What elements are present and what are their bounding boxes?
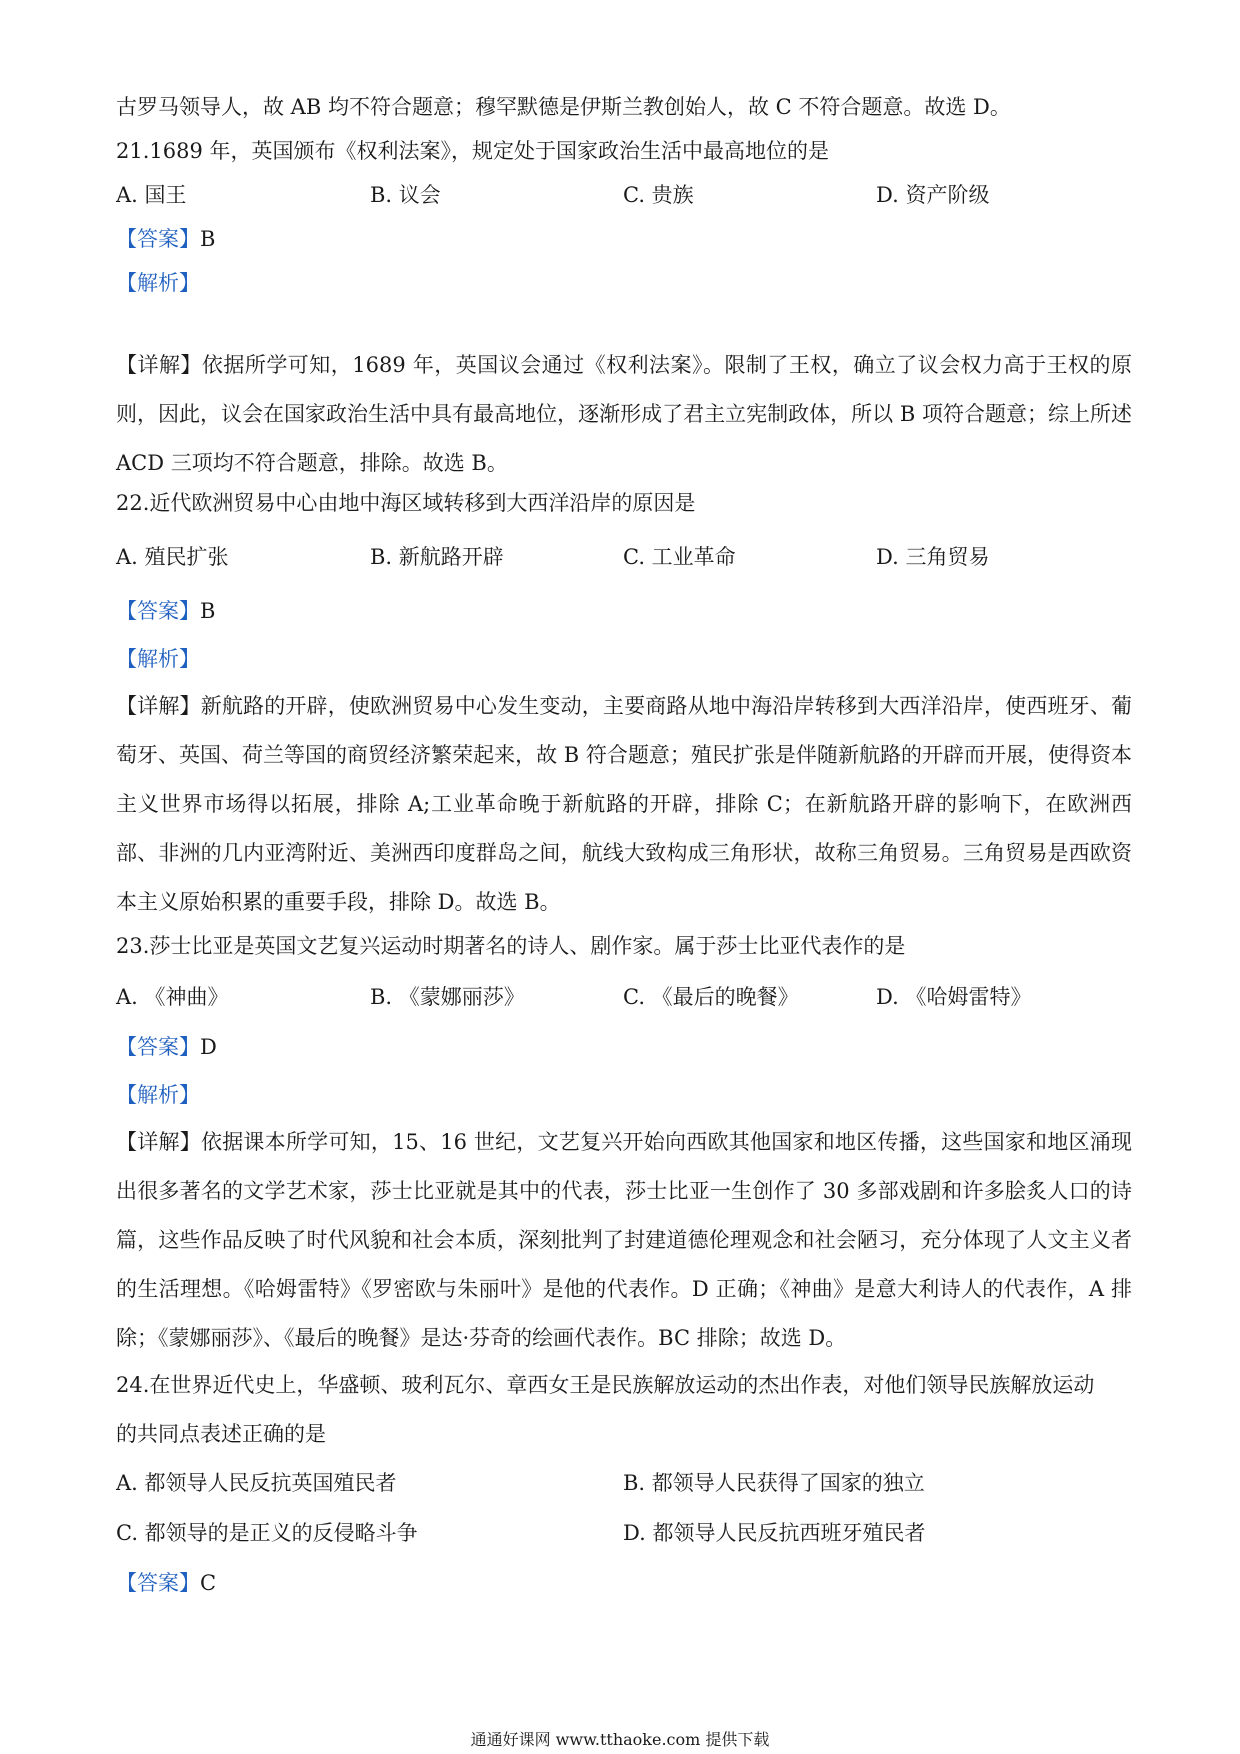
question-22-answer — [116, 596, 1132, 626]
question-22-option-d: D. 三角贸易 — [876, 545, 990, 569]
question-24-answer — [116, 1568, 1132, 1598]
detail-text: 新航路的开辟，使欧洲贸易中心发生变动，主要商路从地中海沿岸转移到大西洋沿岸，使西班牙、葡萄牙、英国、荷兰等国的商贸经济繁荣起来，故 B 符合题意；殖民扩张是伴随新航路的开辟而开展，使得资本主义世界市场得以拓展，排除 A;工业革命晚于新航路的开辟，排除 C；在新航路开辟的影响下，在欧洲西部、非洲的几内亚湾附近、美洲西印度群岛之间，航线大致构成三角形状，故称三角贸易。三角贸易是西欧资本主义原始积累的重要手段，排除 D。故选 B。 — [116, 694, 1133, 914]
question-23-analysis — [116, 1080, 1132, 1110]
question-21-option-c: C. 贵族 — [623, 183, 694, 207]
question-23-option-b: B. 《蒙娜丽莎》 — [370, 985, 525, 1009]
question-22-option-a: A. 殖民扩张 — [116, 545, 229, 569]
question-22-option-c: C. 工业革命 — [623, 545, 736, 569]
detail-tag: 【详解】 — [116, 1130, 201, 1154]
question-21-detail — [116, 341, 1132, 488]
detail-text: 依据所学可知，1689 年，英国议会通过《权利法案》。限制了王权，确立了议会权力高于王权的原则，因此，议会在国家政治生活中具有最高地位，逐渐形成了君主立宪制政体，所以 B 项符合题意；综上所述 ACD 三项均不符合题意，排除。故选 B。 — [116, 353, 1132, 475]
question-24-stem-line2: 的共同点表述正确的是 — [116, 1422, 326, 1446]
answer-tag: 【答案】 — [116, 227, 200, 251]
answer-tag: 【答案】 — [116, 599, 200, 623]
answer-value: C — [200, 1571, 217, 1595]
question-22-stem: 22.近代欧洲贸易中心由地中海区域转移到大西洋沿岸的原因是 — [116, 491, 696, 515]
question-23-detail — [116, 1118, 1132, 1363]
intro-line: 古罗马领导人，故 AB 均不符合题意；穆罕默德是伊斯兰教创始人，故 C 不符合题意。故选 D。 — [116, 95, 1011, 119]
question-24-stem-line1: 24.在世界近代史上，华盛顿、玻利瓦尔、章西女王是民族解放运动的杰出作表，对他们领导民族解放运动 — [116, 1373, 1095, 1397]
answer-value: B — [200, 227, 216, 251]
question-22-option-b: B. 新航路开辟 — [370, 545, 504, 569]
question-24-option-a: A. 都领导人民反抗英国殖民者 — [116, 1471, 397, 1495]
question-24-option-c: C. 都领导的是正义的反侵略斗争 — [116, 1521, 418, 1545]
question-23-option-d: D. 《哈姆雷特》 — [876, 985, 1032, 1009]
analysis-tag: 【解析】 — [116, 647, 200, 671]
analysis-tag: 【解析】 — [116, 1083, 200, 1107]
question-22-detail — [116, 682, 1132, 927]
question-21-option-b: B. 议会 — [370, 183, 441, 207]
question-23-option-c: C. 《最后的晚餐》 — [623, 985, 799, 1009]
question-21-answer — [116, 224, 1132, 254]
answer-tag: 【答案】 — [116, 1035, 200, 1059]
detail-tag: 【详解】 — [116, 694, 201, 718]
question-23-stem: 23.莎士比亚是英国文艺复兴运动时期著名的诗人、剧作家。属于莎士比亚代表作的是 — [116, 934, 906, 958]
question-21-option-d: D. 资产阶级 — [876, 183, 990, 207]
answer-tag: 【答案】 — [116, 1571, 200, 1595]
question-23-option-a: A. 《神曲》 — [116, 985, 229, 1009]
question-23-answer — [116, 1032, 1132, 1062]
answer-value: D — [200, 1035, 217, 1059]
detail-tag: 【详解】 — [116, 353, 202, 377]
question-21-option-a: A. 国王 — [116, 183, 187, 207]
answer-value: B — [200, 599, 216, 623]
question-21-analysis — [116, 268, 1132, 298]
question-21-stem: 21.1689 年，英国颁布《权利法案》，规定处于国家政治生活中最高地位的是 — [116, 139, 830, 163]
analysis-tag: 【解析】 — [116, 271, 200, 295]
question-22-analysis — [116, 644, 1132, 674]
question-24-option-d: D. 都领导人民反抗西班牙殖民者 — [623, 1521, 926, 1545]
detail-text: 依据课本所学可知，15、16 世纪，文艺复兴开始向西欧其他国家和地区传播，这些国家和地区涌现出很多著名的文学艺术家，莎士比亚就是其中的代表，莎士比亚一生创作了 30 多部戏剧和许多脍炙人口的诗篇，这些作品反映了时代风貌和社会本质，深刻批判了封建道德伦理观念和社会陋习，充分体现了人文主义者的生活理想。《哈姆雷特》《罗密欧与朱丽叶》是他的代表作。D 正确；《神曲》是意大利诗人的代表作，A 排除；《蒙娜丽莎》、《最后的晚餐》是达·芬奇的绘画代表作。BC 排除；故选 D。 — [116, 1130, 1132, 1350]
question-24-option-b: B. 都领导人民获得了国家的独立 — [623, 1471, 925, 1495]
footer-source: 通通好课网 www.tthaoke.com 提供下载 — [470, 1730, 770, 1749]
